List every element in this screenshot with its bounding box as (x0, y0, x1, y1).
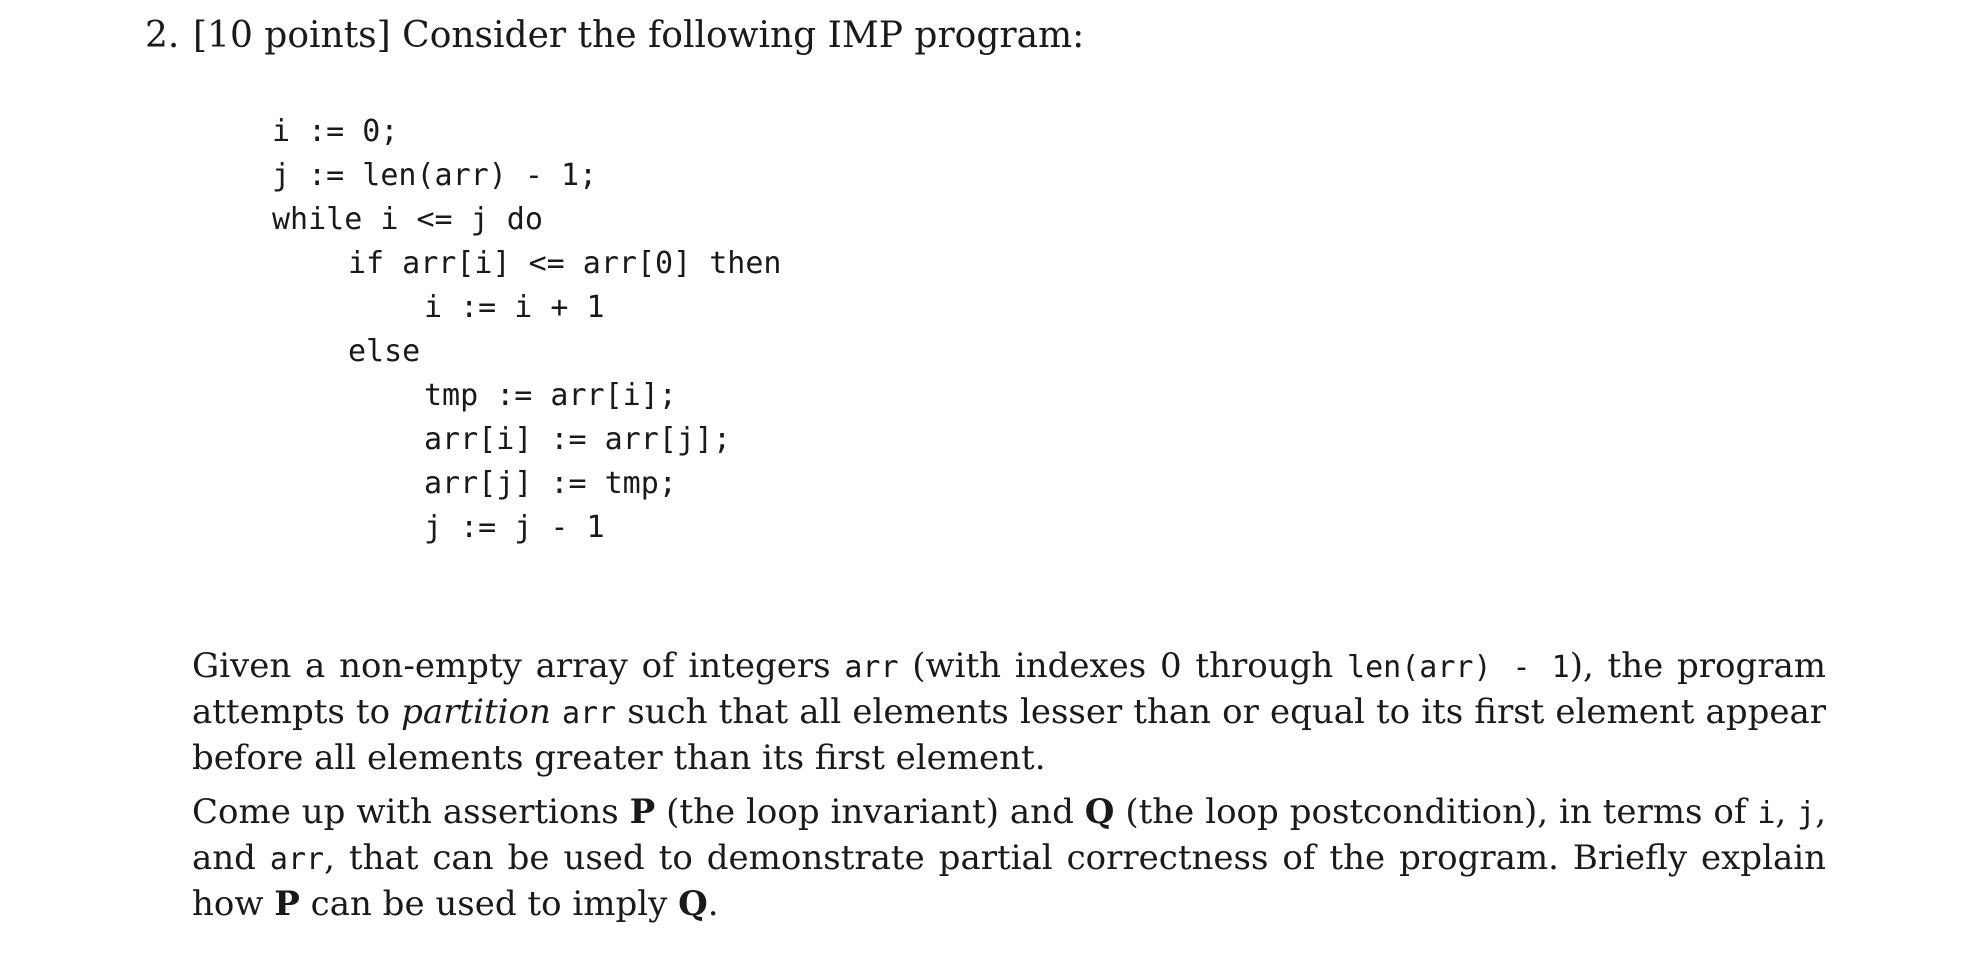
text-fragment: ), the program attempts to (192, 646, 1826, 732)
code-line-5: i := i + 1 (424, 290, 605, 325)
assertion-p: P (274, 884, 300, 924)
emphasis-partition: partition (401, 692, 551, 732)
text-fragment: . (707, 884, 719, 924)
assertion-q: Q (1084, 792, 1115, 832)
code-line-9: arr[j] := tmp; (424, 466, 677, 501)
assertion-q: Q (678, 884, 708, 924)
question-header (145, 12, 1084, 60)
question-prompt: Consider the following IMP program: (402, 15, 1085, 56)
code-inline-i: i (1757, 796, 1776, 831)
text-fragment: (the loop invariant) and (655, 792, 1085, 832)
text-fragment: , and (192, 792, 1826, 878)
code-block (272, 110, 781, 550)
code-line-8: arr[i] := arr[j]; (424, 422, 732, 457)
code-line-4: if arr[i] <= arr[0] then (348, 246, 782, 281)
text-fragment: , (1775, 792, 1798, 832)
text-fragment: can be used to imply (299, 884, 679, 924)
code-line-6: else (348, 334, 421, 369)
question-number: 2. (145, 15, 180, 56)
code-line-2: j := len(arr) - 1; (272, 158, 598, 193)
description-paragraph (192, 644, 1826, 780)
assertion-p: P (629, 792, 656, 832)
code-inline-j: j (1797, 796, 1816, 831)
text-fragment (551, 692, 562, 732)
text-fragment: (the loop postcondition), in terms of (1114, 792, 1758, 832)
text-fragment: (with indexes 0 through (898, 646, 1348, 686)
code-inline-arr: arr (269, 842, 325, 877)
code-inline-len: len(arr) - 1 (1347, 650, 1570, 685)
task-paragraph (192, 790, 1826, 926)
code-line-7: tmp := arr[i]; (424, 378, 677, 413)
text-fragment: , that can be used to demonstrate partial correctness of the program. Briefly explain how (192, 838, 1826, 924)
code-line-3: while i <= j do (272, 202, 543, 237)
text-fragment: such that all elements lesser than or equal to its first element appear before all elements greater than its first element. (192, 692, 1826, 778)
code-inline-arr: arr (562, 696, 617, 731)
text-fragment: Given a non-empty array of integers (192, 646, 845, 686)
question-points: [10 points] (193, 15, 391, 56)
code-line-1: i := 0; (272, 114, 399, 149)
text-fragment: Come up with assertions (192, 792, 630, 832)
code-inline-arr: arr (844, 650, 899, 685)
code-line-10: j := j - 1 (424, 510, 605, 545)
